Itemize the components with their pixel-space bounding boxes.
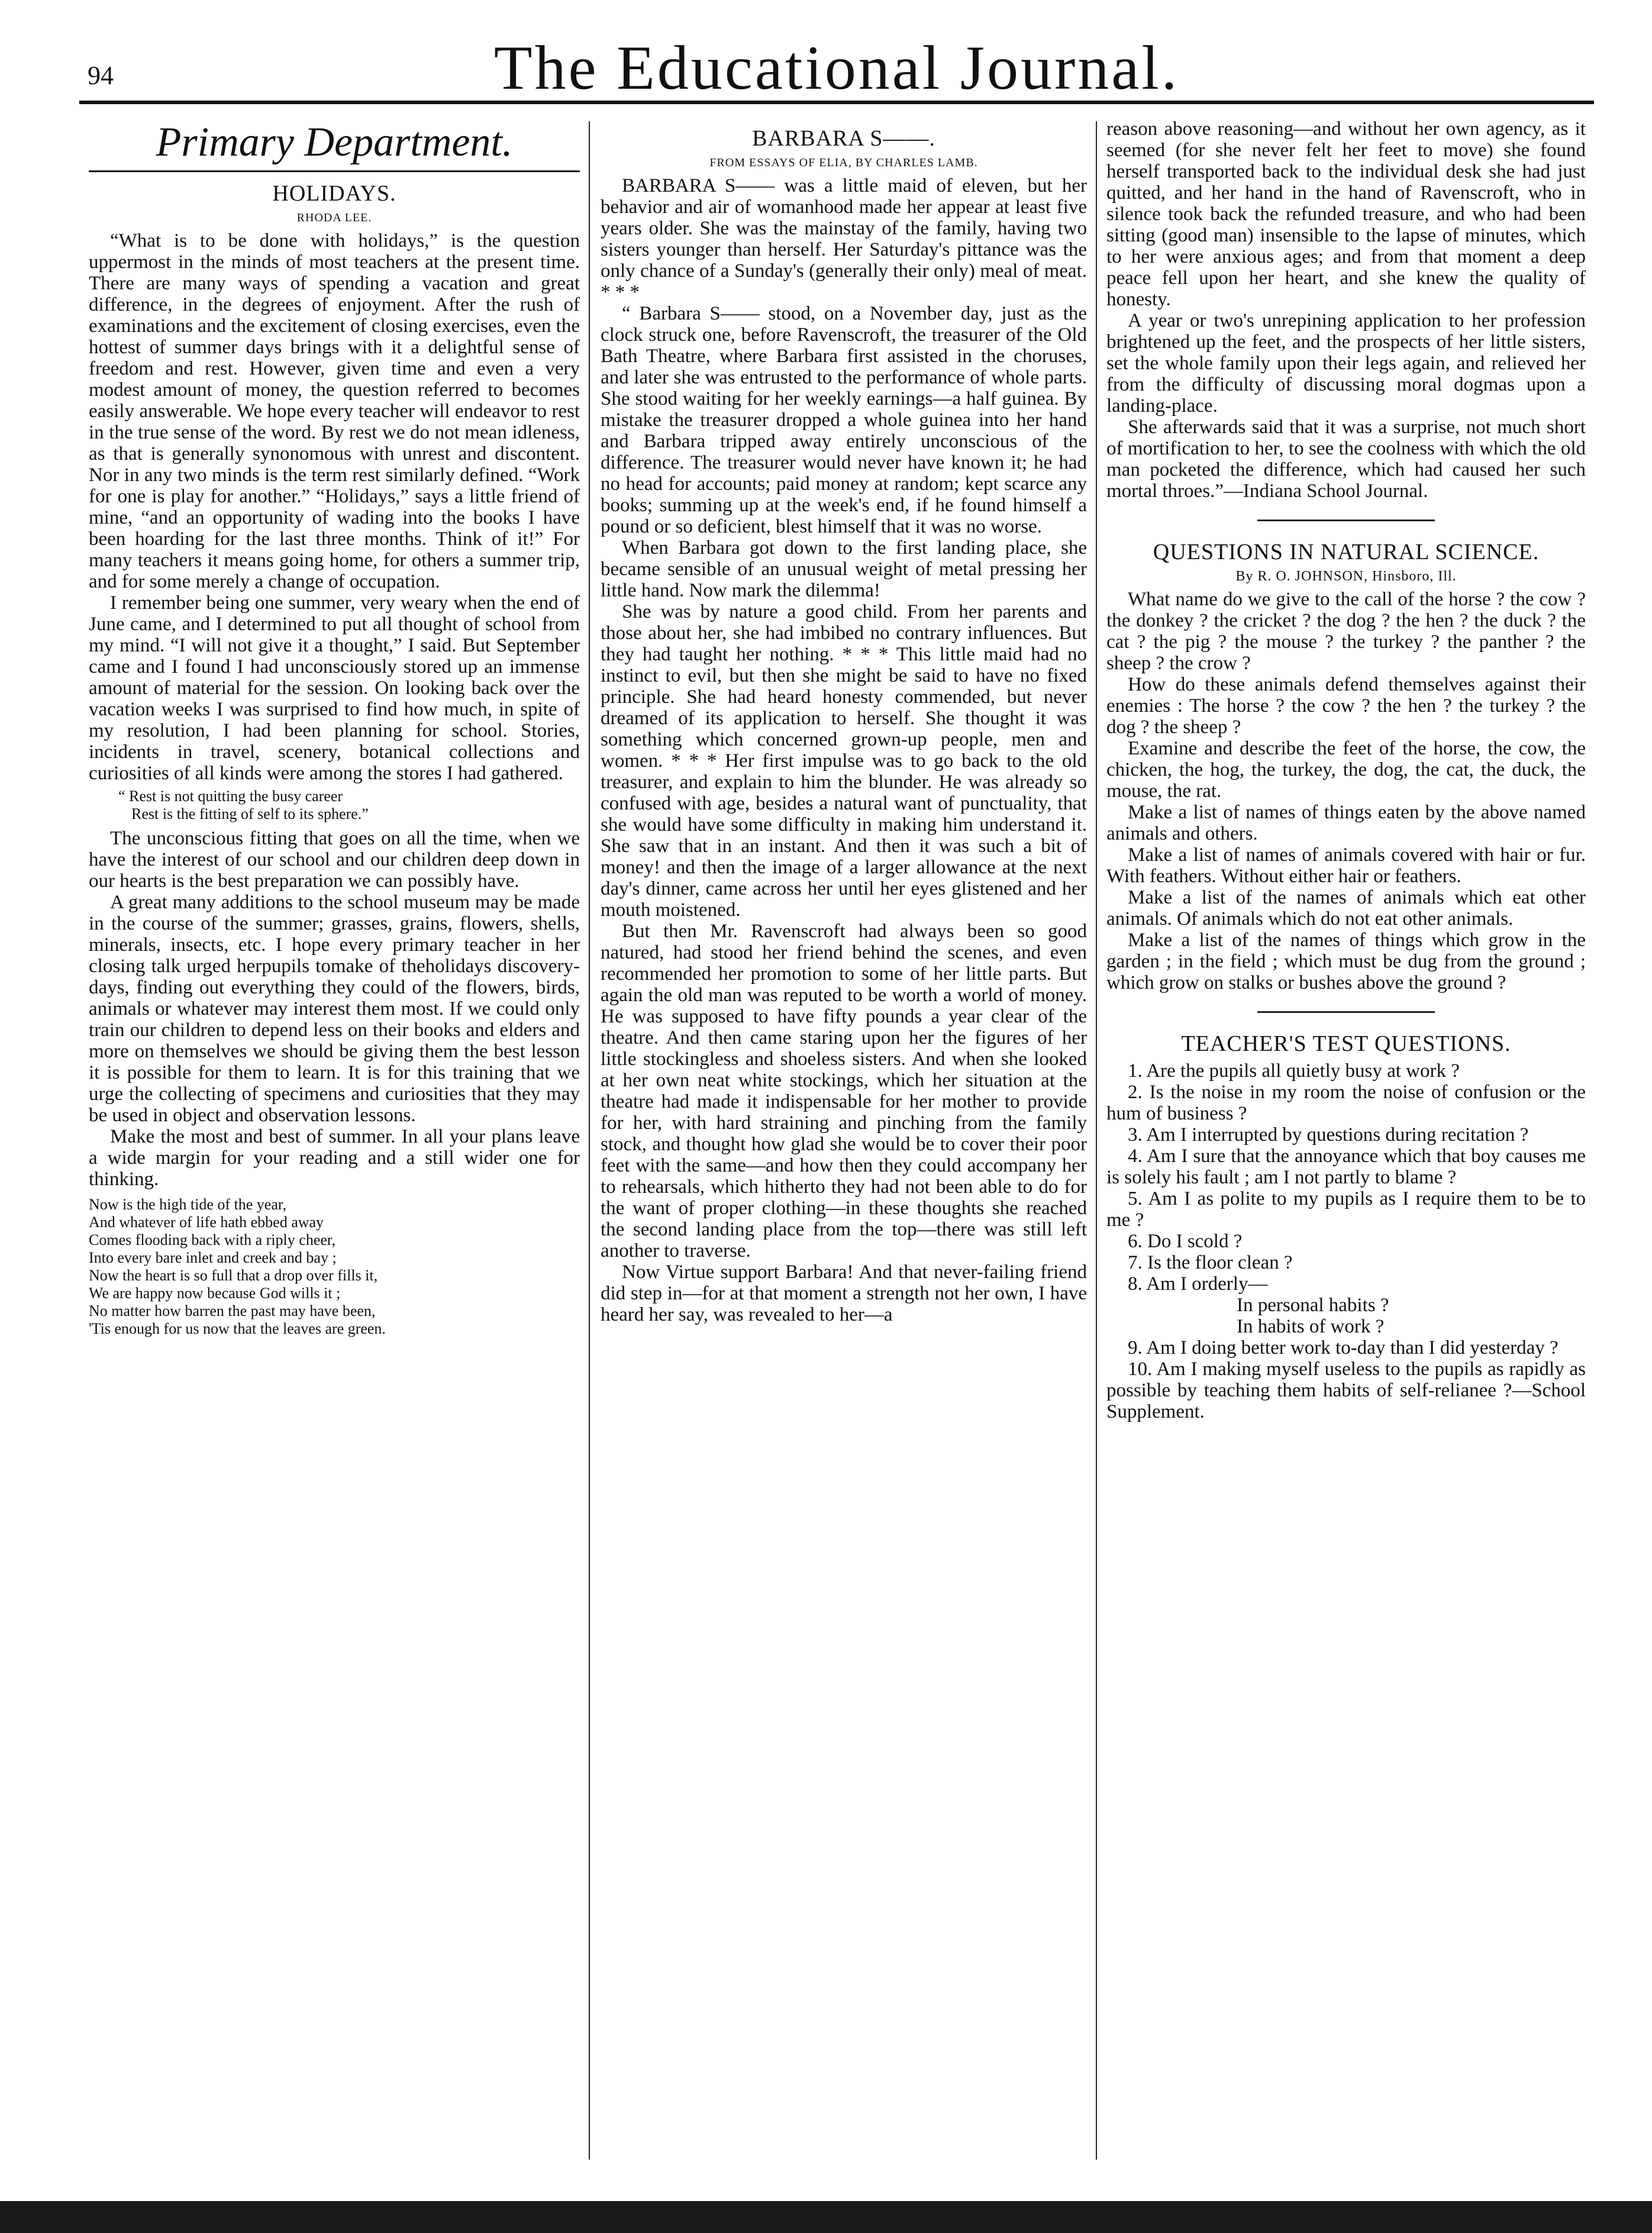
paragraph: When Barbara got down to the first landing place, she became sensible of an unusual weight of metal pressing her little hand. Now mark the dilemma! [601, 537, 1087, 601]
paragraph: The unconscious fitting that goes on all the time, when we have the interest of our school and our children deep down in our hearts is the best preparation we can possibly have. [89, 828, 580, 892]
quote-line: Rest is the fitting of self to its sphere.” [131, 805, 369, 822]
column-primary-department [89, 118, 580, 1338]
article-title-teachers-test: TEACHER'S TEST QUESTIONS. [1181, 1031, 1511, 1056]
list-item: 3. Am I interrupted by questions during recitation ? [1128, 1124, 1529, 1145]
block-quote [118, 788, 580, 823]
list-item: 10. Am I making myself useless to the pupils as rapidly as possible by teaching them habits of self-relianee ?—School Supplement. [1106, 1358, 1586, 1422]
section-divider [1257, 1011, 1435, 1013]
list-item: 8. Am I orderly— [1128, 1273, 1268, 1295]
poem-line: Comes flooding back with a riply cheer, [89, 1231, 336, 1248]
poem-line: Now the heart is so full that a drop over fills it, [89, 1267, 378, 1284]
sub-list-item: In habits of work ? [1237, 1316, 1385, 1337]
list-item: 2. Is the noise in my room the noise of confusion or the hum of business ? [1106, 1082, 1586, 1124]
poem-line: No matter how barren the past may have been, [89, 1302, 376, 1319]
paragraph: Make the most and best of summer. In all your plans leave a wide margin for your reading and a still wider one for thinking. [89, 1126, 580, 1190]
paragraph: What name do we give to the call of the horse ? the cow ? the donkey ? the cricket ? the dog ? the hen ? the duck ? the cat ? the pig ? the mouse ? the turkey ? the panther ? the sheep ? the crow ? [1106, 589, 1586, 674]
list-item: 4. Am I sure that the annoyance which that boy causes me is solely his fault ; am I not partly to blame ? [1106, 1145, 1586, 1188]
paragraph: “What is to be done with holidays,” is the question uppermost in the minds of most teachers at the present time. There are many ways of spending a vacation and great difference, in the degrees of enjoyment. After the rush of examinations and the excitement of closing exercises, even the hottest of summer days brings with it a delightful sense of freedom and rest. However, given time and even a very modest amount of money, the question referred to becomes easily answerable. We hope every teacher will endeavor to rest in the true sense of the word. By rest we do not mean idleness, as that is generally synonomous with unrest and discontent. Nor in any two minds is the term rest similarly defined. “Work for one is play for another.” “Holidays,” says a little friend of mine, “and an opportunity of wading into the books I have been hoarding for the last three months. Think of it!” For many teachers it means going home, for others a summer trip, and for some merely a change of occupation. [89, 230, 580, 592]
paragraph: Examine and describe the feet of the horse, the cow, the chicken, the hog, the turkey, the dog, the cat, the duck, the mouse, the rat. [1106, 738, 1586, 802]
paragraph: BARBARA S—— was a little maid of eleven, but her behavior and air of womanhood made her appear at least five years older. She was the mainstay of the family, having two sisters younger than herself. Her Saturday's pittance was the only chance of a Sunday's (generally their only) meal of meat. * * * [601, 175, 1087, 303]
paragraph: reason above reasoning—and without her own agency, as it seemed (for she never felt her feet to move) she found herself transported back to the individual desk she had just quitted, and her hand in the hand of Ravenscroft, who in silence took back the refunded treasure, and who had been sitting (good man) insensible to the lapse of minutes, which to her were anxious ages; and from that moment a deep peace fell upon her heart, and she knew the quality of honesty. [1106, 118, 1586, 310]
list-item: 7. Is the floor clean ? [1128, 1252, 1293, 1273]
article-byline: RHODA LEE. [296, 211, 372, 224]
page-bottom-edge [0, 2201, 1652, 2233]
poem [89, 1196, 580, 1338]
paragraph: Now Virtue support Barbara! And that never-failing friend did step in—for at that moment a strength not her own, I have heard her say, was revealed to her—a [601, 1261, 1087, 1325]
department-title: Primary Department. [89, 118, 580, 172]
article-title-holidays: HOLIDAYS. [272, 181, 396, 206]
sub-list [1237, 1295, 1586, 1337]
article-byline: FROM ESSAYS OF ELIA, BY CHARLES LAMB. [709, 156, 978, 169]
poem-line: 'Tis enough for us now that the leaves are green. [89, 1320, 386, 1337]
quote-line: “ Rest is not quitting the busy career [118, 788, 343, 805]
article-title-barbara: BARBARA S——. [752, 126, 935, 151]
column-barbara [601, 118, 1087, 1325]
poem-line: Into every bare inlet and creek and bay ; [89, 1249, 337, 1266]
paragraph: Make a list of names of animals covered with hair or fur. With feathers. Without either hair or feathers. [1106, 844, 1586, 887]
paragraph: Make a list of names of things eaten by the above named animals and others. [1106, 802, 1586, 844]
paragraph: A great many additions to the school museum may be made in the course of the summer; grasses, grains, flowers, shells, minerals, insects, etc. I hope every primary teacher in her closing talk urged herpupils tomake of theholidays discovery-days, finding out everything they could of the flowers, birds, animals or whatever may interest them most. If we could only train our children to depend less on their books and elders and more on themselves we should be giving them the best lesson it is possible for them to learn. It is for this training that we urge the collecting of specimens and curiosities that they may be used in object and observation lessons. [89, 892, 580, 1126]
paragraph: I remember being one summer, very weary when the end of June came, and I determined to put all thought of school from my mind. “I will not give it a thought,” I said. But September came and I found I had unconsciously stored up an immense amount of material for the session. On looking back over the vacation weeks I was surprised to find how much, in spite of my resolution, I had been planning for school. Stories, incidents in travel, scenery, botanical collections and curiosities of all kinds were among the stores I had gathered. [89, 592, 580, 784]
poem-line: We are happy now because God wills it ; [89, 1285, 341, 1302]
sub-list-item: In personal habits ? [1237, 1295, 1389, 1316]
column-divider [589, 121, 590, 2160]
article-byline: By R. O. JOHNSON, Hinsboro, Ill. [1235, 569, 1457, 584]
list-item: 9. Am I doing better work to-day than I did yesterday ? [1128, 1337, 1559, 1358]
poem-line: And whatever of life hath ebbed away [89, 1214, 324, 1231]
paragraph: Make a list of the names of animals which eat other animals. Of animals which do not eat other animals. [1106, 887, 1586, 930]
paragraph: A year or two's unrepining application to her profession brightened up the feet, and the prospects of her little sisters, set the whole family upon their legs again, and relieved her from the difficulty of discussing moral dogmas upon a landing-place. [1106, 310, 1586, 417]
poem-line: Now is the high tide of the year, [89, 1196, 286, 1213]
paragraph: Make a list of the names of things which grow in the garden ; in the field ; which must be dug from the ground ; which grow on stalks or bushes above the ground ? [1106, 930, 1586, 993]
column-divider [1096, 121, 1097, 2160]
paragraph: She was by nature a good child. From her parents and those about her, she had imbibed no contrary influences. But they had taught her nothing. * * * This little maid had no instinct to evil, but then she might be said to have no fixed principle. She had heard honesty commended, but never dreamed of its application to herself. She thought it was something which concerned grown-up people, men and women. * * * Her first impulse was to go back to the old treasurer, and explain to him the blunder. He was already so confused with age, besides a natural want of punctuality, that she would have some difficulty in making him understand it. She saw that in an instant. And then it was such a bit of money! and then the image of a larger allowance at the next day's dinner, came across her until her eyes glistened and her mouth moistened. [601, 601, 1087, 921]
list-item: 6. Do I scold ? [1128, 1231, 1243, 1252]
paragraph: How do these animals defend themselves against their enemies : The horse ? the cow ? the hen ? the turkey ? the dog ? the sheep ? [1106, 674, 1586, 738]
list-item: 1. Are the pupils all quietly busy at work ? [1128, 1060, 1460, 1082]
paragraph: “ Barbara S—— stood, on a November day, just as the clock struck one, before Ravenscroft, the treasurer of the Old Bath Theatre, where Barbara first assisted in the choruses, and later she was entrusted to the performance of whole parts. She stood waiting for her weekly earnings—a half guinea. By mistake the treasurer dropped a whole guinea into her hand and Barbara tripped away entirely unconscious of the difference. The treasurer would never have known it; he had no head for accounts; paid money at random; kept scarce any books; summing up at the week's end, if he found himself a pound or so deficient, blest himself that it was no worse. [601, 303, 1087, 537]
list-item: 5. Am I as polite to my pupils as I require them to be to me ? [1106, 1188, 1586, 1231]
page-header [79, 33, 1594, 104]
section-divider [1257, 519, 1435, 521]
page-number: 94 [88, 61, 114, 90]
paragraph: She afterwards said that it was a surprise, not much short of mortification to her, to see the coolness with which the old man pocketed the difference, which had caused her such mortal throes.”—Indiana School Journal. [1106, 417, 1586, 502]
column-questions [1106, 118, 1586, 1422]
masthead: The Educational Journal. [493, 33, 1180, 102]
article-title-natural-science: QUESTIONS IN NATURAL SCIENCE. [1153, 540, 1540, 564]
paragraph: But then Mr. Ravenscroft had always been so good natured, had stood her friend behind the scenes, and even recommended her promotion to some of her little parts. But again the old man was reputed to be worth a world of money. He was supposed to have fifty pounds a year clear of the theatre. And then came staring upon her the figures of her little stockingless and shoeless sisters. And when she looked at her own neat white stockings, which her situation at the theatre had made it indispensable for her mother to provide for her, with hard straining and pinching from the family stock, and thought how glad she would be to cover their poor feet with the same—and how then they could accompany her to rehearsals, which hitherto they had not been able to do for the want of proper clothing—in these thoughts she reached the second landing place from the top—there was still left another to traverse. [601, 921, 1087, 1261]
